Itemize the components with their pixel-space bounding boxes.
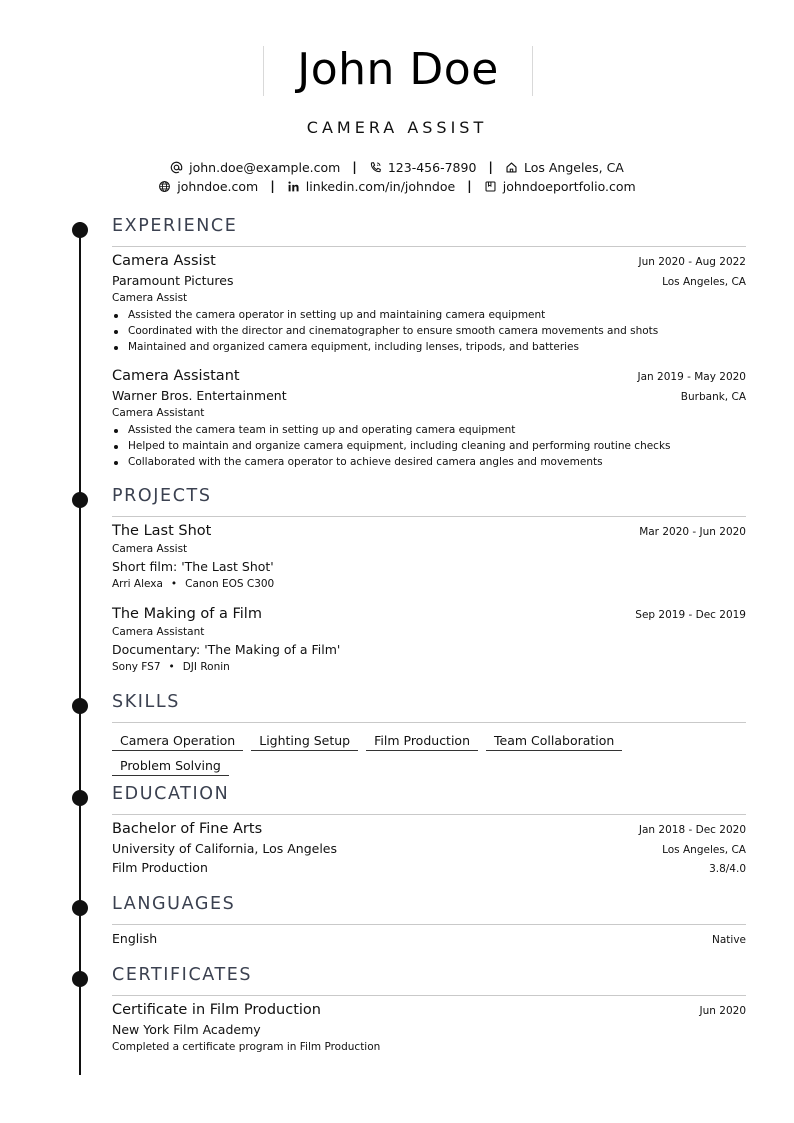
language-item <box>112 931 746 946</box>
project-name: The Making of a Film <box>112 606 262 622</box>
project-item-1-tech <box>112 578 274 590</box>
bullet-item: Helped to maintain and organize camera equipment, including cleaning and performing routine checks <box>112 438 752 454</box>
tech-item: Arri Alexa <box>112 578 163 590</box>
email-contact[interactable] <box>170 160 340 175</box>
skill-tag: Lighting Setup <box>251 733 358 751</box>
date-range: Mar 2020 - Jun 2020 <box>639 526 746 538</box>
timeline-dot <box>72 971 88 987</box>
project-item-1-header <box>112 523 746 539</box>
tech-item: DJI Ronin <box>182 661 230 673</box>
role-subtitle: Camera Assistant <box>112 407 205 419</box>
tech-item: Sony FS7 <box>112 661 161 673</box>
linkedin-text: linkedin.com/in/johndoe <box>305 179 456 194</box>
experience-item-1-header <box>112 253 746 269</box>
skill-tag: Team Collaboration <box>486 733 622 751</box>
project-role: Camera Assistant <box>112 626 205 638</box>
skill-tag: Problem Solving <box>112 758 229 776</box>
certificate-name: Certificate in Film Production <box>112 1002 321 1018</box>
company-name: Paramount Pictures <box>112 273 234 288</box>
language-name: English <box>112 931 158 946</box>
position-title: Camera Assist <box>112 253 216 269</box>
skill-tag: Camera Operation <box>112 733 243 751</box>
project-item-1-role-row <box>112 543 746 555</box>
project-item-1-desc-row <box>112 559 746 574</box>
bullet-item: Maintained and organized camera equipment, including lenses, tripods, and batteries <box>112 339 752 355</box>
section-divider <box>112 814 746 815</box>
timeline-dot <box>72 698 88 714</box>
bullet-separator: • <box>170 578 178 590</box>
tech-item: Canon EOS C300 <box>185 578 275 590</box>
project-item-2-tech <box>112 661 230 673</box>
certificates-heading: CERTIFICATES <box>112 965 253 985</box>
position-title: Camera Assistant <box>112 368 240 384</box>
certificate-header <box>112 1002 746 1018</box>
timeline-dot <box>72 222 88 238</box>
skills-list <box>112 730 752 780</box>
home-icon <box>505 161 518 174</box>
linkedin-icon <box>287 180 300 193</box>
contact-row-2 <box>0 178 794 194</box>
website-text: johndoe.com <box>177 179 259 194</box>
experience-item-1-company-row <box>112 273 746 288</box>
experience-item-1-bullets <box>112 307 752 356</box>
section-divider <box>112 924 746 925</box>
experience-item-2-subtitle-row <box>112 407 746 419</box>
certificate-description: Completed a certificate program in Film Production <box>112 1041 381 1053</box>
experience-item-2-company-row <box>112 388 746 403</box>
certificate-desc-row <box>112 1041 746 1053</box>
project-item-2-role-row <box>112 626 746 638</box>
timeline-line <box>79 222 81 1075</box>
date-range: Jan 2018 - Dec 2020 <box>638 824 746 836</box>
certificate-issuer-row <box>112 1022 746 1037</box>
school-location: Los Angeles, CA <box>662 844 746 856</box>
project-name: The Last Shot <box>112 523 212 539</box>
project-description: Short film: 'The Last Shot' <box>112 559 274 574</box>
email-text: john.doe@example.com <box>189 160 341 175</box>
company-location: Los Angeles, CA <box>662 276 746 288</box>
bullet-item: Collaborated with the camera operator to achieve desired camera angles and movements <box>112 454 752 470</box>
school-name: University of California, Los Angeles <box>112 841 338 856</box>
location-text: Los Angeles, CA <box>523 160 624 175</box>
contact-row-1 <box>0 159 794 175</box>
experience-item-1-subtitle-row <box>112 292 746 304</box>
section-divider <box>112 246 746 247</box>
gpa: 3.8/4.0 <box>709 863 746 875</box>
company-location: Burbank, CA <box>680 391 746 403</box>
language-level: Native <box>712 934 746 946</box>
timeline-dot <box>72 790 88 806</box>
location-contact <box>505 160 624 175</box>
separator: | <box>352 159 357 174</box>
candidate-name: John Doe <box>297 44 499 95</box>
timeline-dot <box>72 900 88 916</box>
bullet-item: Assisted the camera team in setting up and operating camera equipment <box>112 422 752 438</box>
separator: | <box>488 159 493 174</box>
portfolio-text: johndoeportfolio.com <box>502 179 636 194</box>
linkedin-contact[interactable] <box>287 179 455 194</box>
phone-text: 123-456-7890 <box>387 160 477 175</box>
phone-contact[interactable] <box>369 160 477 175</box>
name-block <box>263 46 533 96</box>
experience-item-2-bullets <box>112 422 752 471</box>
section-divider <box>112 722 746 723</box>
project-description: Documentary: 'The Making of a Film' <box>112 642 341 657</box>
phone-icon <box>369 161 382 174</box>
portfolio-contact[interactable] <box>484 179 636 194</box>
company-name: Warner Bros. Entertainment <box>112 388 287 403</box>
education-heading: EDUCATION <box>112 784 230 804</box>
languages-heading: LANGUAGES <box>112 894 236 914</box>
skills-heading: SKILLS <box>112 692 180 712</box>
degree-name: Bachelor of Fine Arts <box>112 821 263 837</box>
experience-heading: EXPERIENCE <box>112 216 238 236</box>
education-school-row <box>112 841 746 856</box>
date-range: Jun 2020 - Aug 2022 <box>638 256 746 268</box>
education-field-row <box>112 860 746 875</box>
timeline-dot <box>72 492 88 508</box>
job-title: CAMERA ASSIST <box>306 118 488 137</box>
certificate-date: Jun 2020 <box>699 1005 746 1017</box>
field-of-study: Film Production <box>112 860 208 875</box>
at-icon <box>170 161 183 174</box>
date-range: Sep 2019 - Dec 2019 <box>635 609 746 621</box>
website-contact[interactable] <box>158 179 258 194</box>
experience-item-2-header <box>112 368 746 384</box>
globe-icon <box>158 180 171 193</box>
section-divider <box>112 516 746 517</box>
bullet-separator: • <box>168 661 175 673</box>
portfolio-icon <box>484 180 497 193</box>
project-item-2-header <box>112 606 746 622</box>
certificate-issuer: New York Film Academy <box>112 1022 261 1037</box>
projects-heading: PROJECTS <box>112 486 212 506</box>
role-subtitle: Camera Assist <box>112 292 188 304</box>
project-role: Camera Assist <box>112 543 188 555</box>
skill-tag: Film Production <box>366 733 478 751</box>
date-range: Jan 2019 - May 2020 <box>637 371 746 383</box>
bullet-item: Assisted the camera operator in setting up and maintaining camera equipment <box>112 307 752 323</box>
education-header <box>112 821 746 837</box>
project-item-2-desc-row <box>112 642 746 657</box>
separator: | <box>467 178 472 193</box>
section-divider <box>112 995 746 996</box>
bullet-item: Coordinated with the director and cinematographer to ensure smooth camera movements and shots <box>112 323 752 339</box>
separator: | <box>270 178 275 193</box>
